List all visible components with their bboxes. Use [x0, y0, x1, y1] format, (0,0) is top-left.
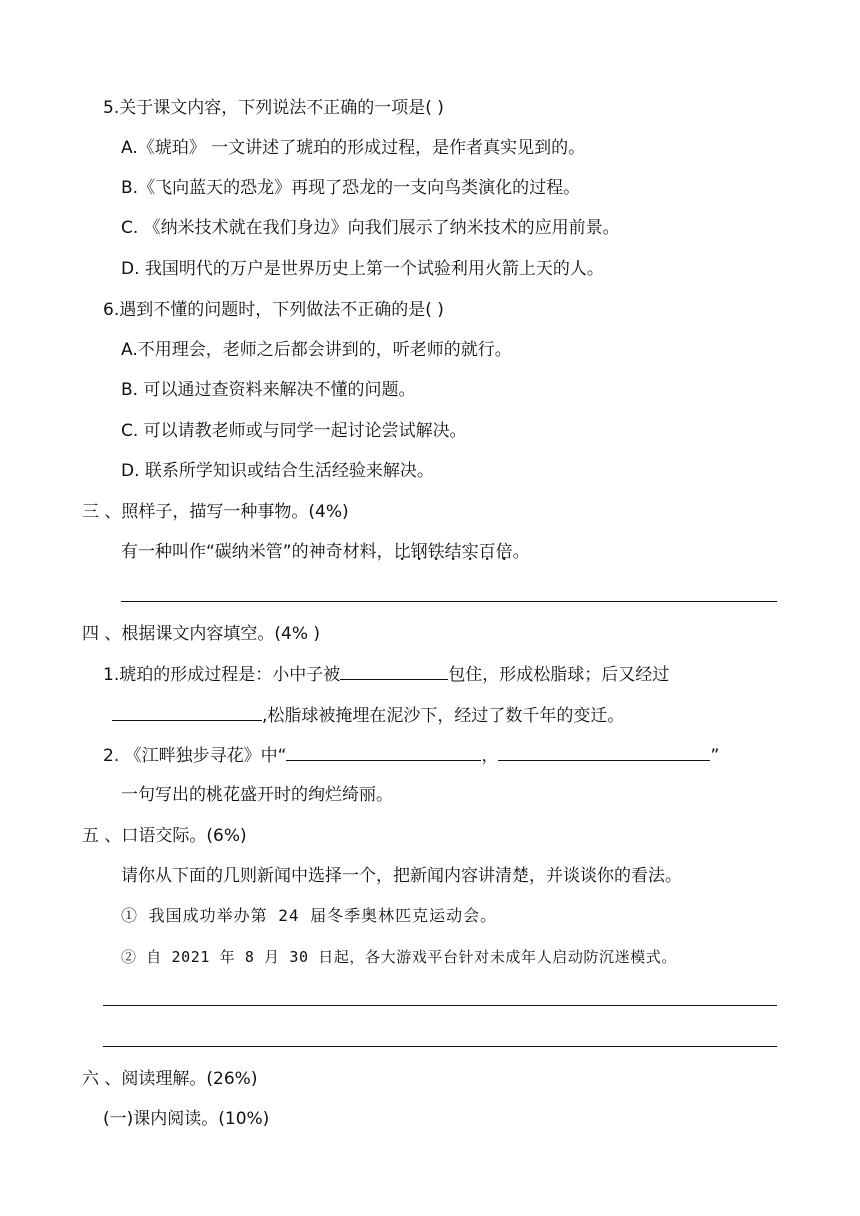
- section-5-heading: 五 、口语交际。(6%): [82, 826, 247, 846]
- question-5-option-b: B.《飞向蓝天的恐龙》再现了恐龙的一支向鸟类演化的过程。: [121, 178, 581, 198]
- section-5-prompt: 请你从下面的几则新闻中选择一个，把新闻内容讲清楚，并谈谈你的看法。: [121, 866, 682, 886]
- emphasis-char: 倍: [495, 542, 513, 562]
- question-5-option-a: A.《琥珀》 一文讲述了琥珀的形成过程，是作者真实见到的。: [121, 138, 586, 158]
- question-6-option-c: C. 可以请教老师或与同学一起讨论尝试解决。: [121, 421, 467, 441]
- section-4-item-2: [103, 742, 719, 769]
- answer-line-section-3[interactable]: [121, 601, 777, 602]
- section-6-heading: 六 、阅读理解。(26%): [82, 1069, 258, 1089]
- emphasis-char: 铁: [427, 542, 445, 562]
- emphasis-char: 百: [478, 542, 496, 562]
- section-3-example-sentence: [121, 539, 530, 565]
- item-1-text-a: 1.琥珀的形成过程是：小中子被: [103, 665, 341, 685]
- item-2-prefix: 2. 《江畔独步寻花》中“: [103, 746, 287, 766]
- news-item-1: ① 我国成功举办第 24 届冬季奥林匹克运动会。: [121, 906, 498, 925]
- emphasis-char: 比: [393, 542, 411, 562]
- item-2-close-quote: ”: [710, 746, 720, 766]
- fill-blank-poem-line-1[interactable]: [286, 742, 481, 761]
- section-4-item-1-continued: [112, 702, 624, 729]
- section-6-subheading: (一)课内阅读。(10%): [103, 1109, 270, 1129]
- question-5-option-d: D. 我国明代的万户是世界历史上第一个试验利用火箭上天的人。: [121, 259, 604, 279]
- section-4-item-2-line-2: 一句写出的桃花盛开时的绚烂绮丽。: [121, 785, 393, 805]
- section-4-item-1: [103, 661, 669, 688]
- emphasis-char: 实: [461, 542, 479, 562]
- fill-blank-resin[interactable]: [340, 661, 448, 680]
- question-5-option-c: C. 《纳米技术就在我们身边》向我们展示了纳米技术的应用前景。: [121, 218, 620, 238]
- section-3-heading: 三 、照样子，描写一种事物。(4%): [82, 502, 349, 522]
- section-4-heading: 四 、根据课文内容填空。(4% ): [82, 624, 321, 644]
- answer-line-section-5-1[interactable]: [103, 1005, 777, 1006]
- example-suffix: 。: [512, 542, 530, 562]
- question-6-stem: 6.遇到不懂的问题时，下列做法不正确的是( ): [103, 300, 444, 320]
- item-1-text-b: 包住，形成松脂球；后又经过: [448, 665, 670, 685]
- emphasis-char: 钢: [410, 542, 428, 562]
- example-prefix: 有一种叫作“碳纳米管”的神奇材料，: [121, 542, 394, 562]
- emphasis-char: 结: [444, 542, 462, 562]
- fill-blank-process[interactable]: [112, 702, 262, 721]
- question-6-option-d: D. 联系所学知识或结合生活经验来解决。: [121, 461, 434, 481]
- fill-blank-poem-line-2[interactable]: [498, 742, 710, 761]
- question-6-option-b: B. 可以通过查资料来解决不懂的问题。: [121, 380, 416, 400]
- news-item-2: ② 自 2021 年 8 月 30 日起，各大游戏平台针对未成年人启动防沉迷模式。: [121, 948, 678, 966]
- question-6-option-a: A.不用理会，老师之后都会讲到的，听老师的就行。: [121, 340, 512, 360]
- item-2-comma: ，: [481, 746, 499, 766]
- answer-line-section-5-2[interactable]: [103, 1046, 777, 1047]
- item-1-text-c: ,松脂球被掩埋在泥沙下，经过了数千年的变迁。: [262, 706, 625, 726]
- question-5-stem: 5.关于课文内容，下列说法不正确的一项是( ): [103, 98, 444, 118]
